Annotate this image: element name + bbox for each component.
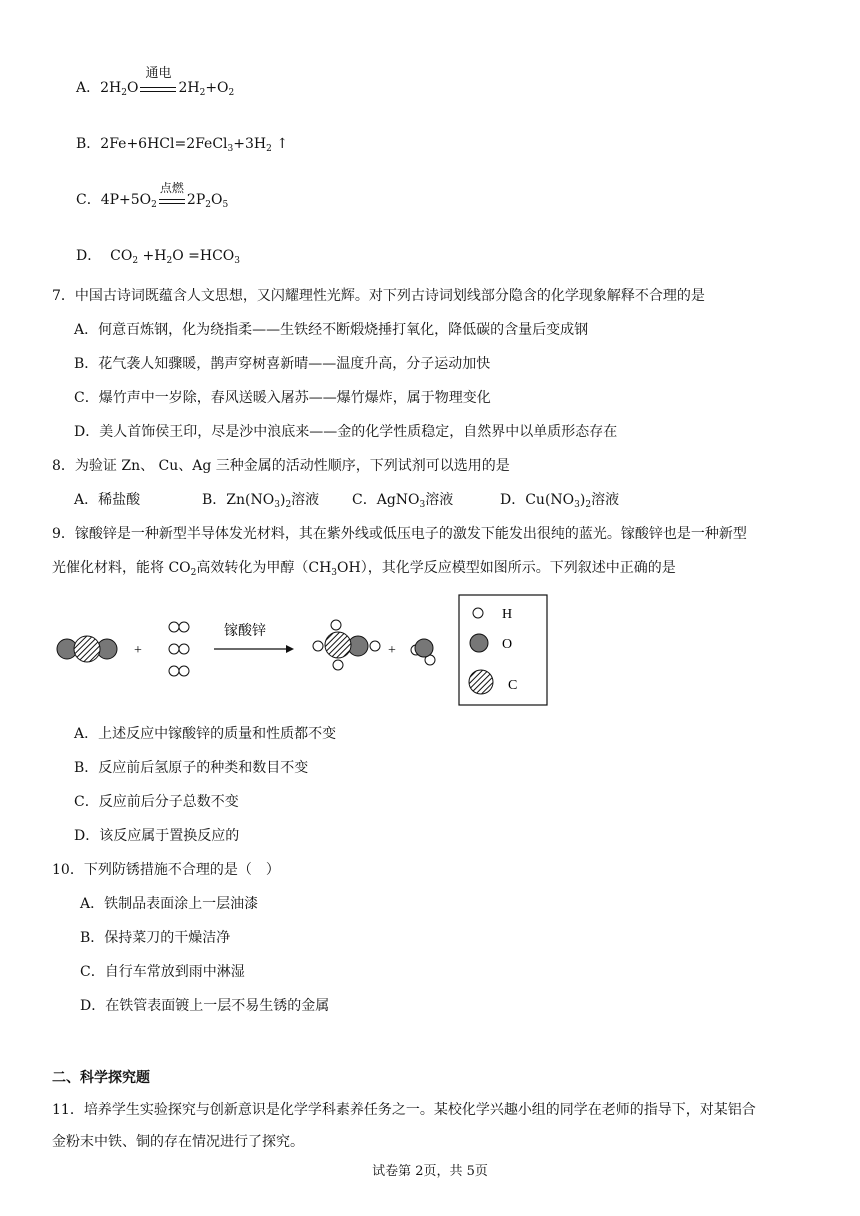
q10-option-b: B．保持菜刀的干燥洁净 [80,930,231,946]
h2-molecules [169,622,189,676]
catalyst-label: 镓酸锌 [224,623,266,639]
co2-molecule [57,636,117,662]
q6-option-d: D． $CO_2 +H_2O =HCO_3$ [76,248,240,266]
page-footer: 试卷第 2页，共 5页 [372,1164,488,1179]
reaction-model-figure [50,593,550,713]
arrow-head-icon [286,645,294,653]
q9-option-a: A．上述反应中镓酸锌的质量和性质都不变 [74,726,337,742]
q6-option-b: B．$2Fe+6HCl=2FeCl_3+3H_2$ ↑ [76,136,289,154]
q9-option-b: B．反应前后氢原子的种类和数目不变 [74,760,309,776]
q9-stem-line2: 光催化材料，能将 $CO_2$高效转化为甲醇$(CH_3OH)$，其化学反应模型如图所示。下列叙述中正确的是 [52,560,676,578]
q6-option-c: C．$4P+5O_2$ 点燃 $2P_2O_5$ [76,181,229,210]
q8-option-b: B．$Zn(NO_3)_2$溶液 [202,492,320,510]
q10-option-a: A．铁制品表面涂上一层油漆 [80,896,259,912]
reaction-condition-ignite: 点燃 [157,190,187,210]
legend-c: C [508,678,518,693]
q7-option-a: A．何意百炼钢，化为绕指柔——生铁经不断煅烧捶打氧化，降低碳的含量后变成钢 [74,322,589,338]
atom-legend [459,595,547,705]
h2o-molecule [411,639,435,665]
q8-option-a: A．稀盐酸 [74,492,141,508]
reaction-condition-electrolysis: 通电 [138,78,178,98]
plus-sign-1: + [134,643,142,658]
q9-option-d: D．该反应属于置换反应的 [74,828,240,844]
q8-option-c: C．AgNO$_3$溶液 [352,492,454,510]
q10-option-d: D．在铁管表面镀上一层不易生锈的金属 [80,998,330,1014]
q7-stem: 7．中国古诗词既蕴含人文思想，又闪耀理性光辉。对下列古诗词划线部分隐含的化学现象解释不合理的是 [52,288,705,304]
q6-option-a: A．$2H_2O$ 通电 $2H_2+O_2$ [76,66,235,98]
q10-option-c: C．自行车常放到雨中淋湿 [80,964,245,980]
q11-stem-line1: 11．培养学生实验探究与创新意识是化学学科素养任务之一。某校化学兴趣小组的同学在老师的指导下，对某铝合 [52,1102,756,1118]
q8-options-row [74,490,619,515]
q7-option-d: D．美人首饰侯王印，尽是沙中浪底来——金的化学性质稳定，自然界中以单质形态存在 [74,424,618,440]
legend-h: H [502,607,513,622]
q9-option-c: C．反应前后分子总数不变 [74,794,239,810]
legend-o: O [502,637,513,652]
ch3oh-molecule [313,620,380,670]
q8-stem: 8．为验证 Zn、 Cu、Ag 三种金属的活动性顺序，下列试剂可以选用的是 [52,458,510,474]
plus-sign-2: + [388,643,396,658]
q11-stem-line2: 金粉末中铁、铜的存在情况进行了探究。 [52,1134,304,1150]
q8-option-d: D．$Cu(NO_3)_2$溶液 [500,492,620,510]
section-title: 二、科学探究题 [52,1070,150,1086]
q10-stem: 10．下列防锈措施不合理的是（ ） [52,862,280,878]
q9-stem-line1: 9．镓酸锌是一种新型半导体发光材料，其在紫外线或低压电子的激发下能发出很纯的蓝光。镓酸锌也是一种新型 [52,526,747,542]
q7-option-b: B．花气袭人知骤暖，鹊声穿树喜新晴——温度升高，分子运动加快 [74,356,491,372]
q7-option-c: C．爆竹声中一岁除，春风送暖入屠苏——爆竹爆炸，属于物理变化 [74,390,491,406]
